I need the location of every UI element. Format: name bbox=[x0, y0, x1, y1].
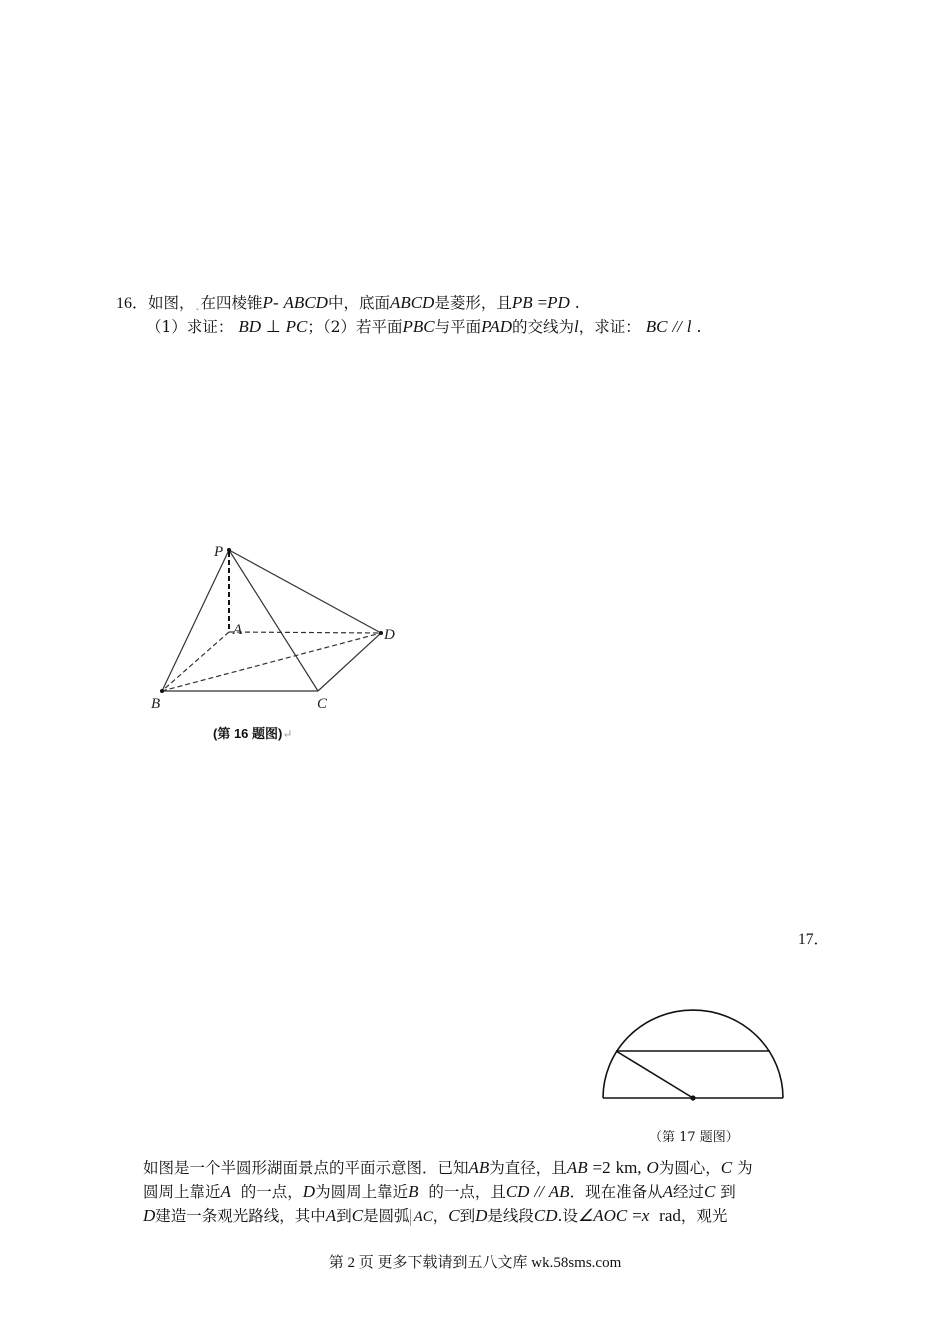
edit-mark-icon: ˛ bbox=[194, 297, 201, 311]
q16-pyramid-figure bbox=[140, 535, 440, 735]
q17-semicircle-figure bbox=[595, 1000, 795, 1110]
edge-bd-dashed bbox=[162, 633, 381, 691]
label-p: P bbox=[214, 544, 224, 560]
label-b: B bbox=[151, 696, 161, 712]
arc-ac-label: AC bbox=[410, 1209, 433, 1226]
q17-figure-caption: （第 17 题图） bbox=[649, 1130, 739, 1145]
label-d: D bbox=[384, 627, 395, 643]
semicircle-arc bbox=[603, 1010, 783, 1098]
q16-figure-caption: (第 16 题图)↵ bbox=[213, 726, 293, 741]
edge-pd bbox=[229, 550, 381, 633]
label-c: C bbox=[317, 696, 328, 712]
q17-number: 17． bbox=[798, 931, 830, 948]
center-o-dot bbox=[690, 1095, 695, 1100]
edge-ad-dashed bbox=[229, 632, 381, 633]
q17-statement-line2: 圆周上靠近A 的一点，D为圆周上靠近B 的一点，且CD // AB．现在准备从A经过C 到 bbox=[143, 1182, 736, 1201]
edge-pb bbox=[162, 550, 229, 691]
q17-statement-line3: D建造一条观光路线，其中A到C是圆弧 AC，C到D是线段CD.设∠AOC =x rad，观光 bbox=[143, 1206, 728, 1225]
q16-number: 16． bbox=[116, 295, 149, 312]
label-a: A bbox=[233, 622, 243, 638]
q16-statement-line2: （1）求证： BD ⊥ PC；（2）若平面PBC与平面PAD的交线为l，求证： BC // l . bbox=[146, 317, 702, 336]
q16-statement-line1: 16．如图，˛在四棱锥P- ABCD中，底面ABCD是菱形，且PB =PD . bbox=[116, 293, 580, 312]
radius-oc bbox=[616, 1051, 693, 1098]
page-footer: 第 2 页 更多下载请到五八文库 wk.58sms.com bbox=[328, 1255, 622, 1271]
q17-statement-line1: 如图是一个半圆形湖面景点的平面示意图．已知AB为直径，且AB =2 km, O为圆心，C 为 bbox=[143, 1158, 753, 1177]
